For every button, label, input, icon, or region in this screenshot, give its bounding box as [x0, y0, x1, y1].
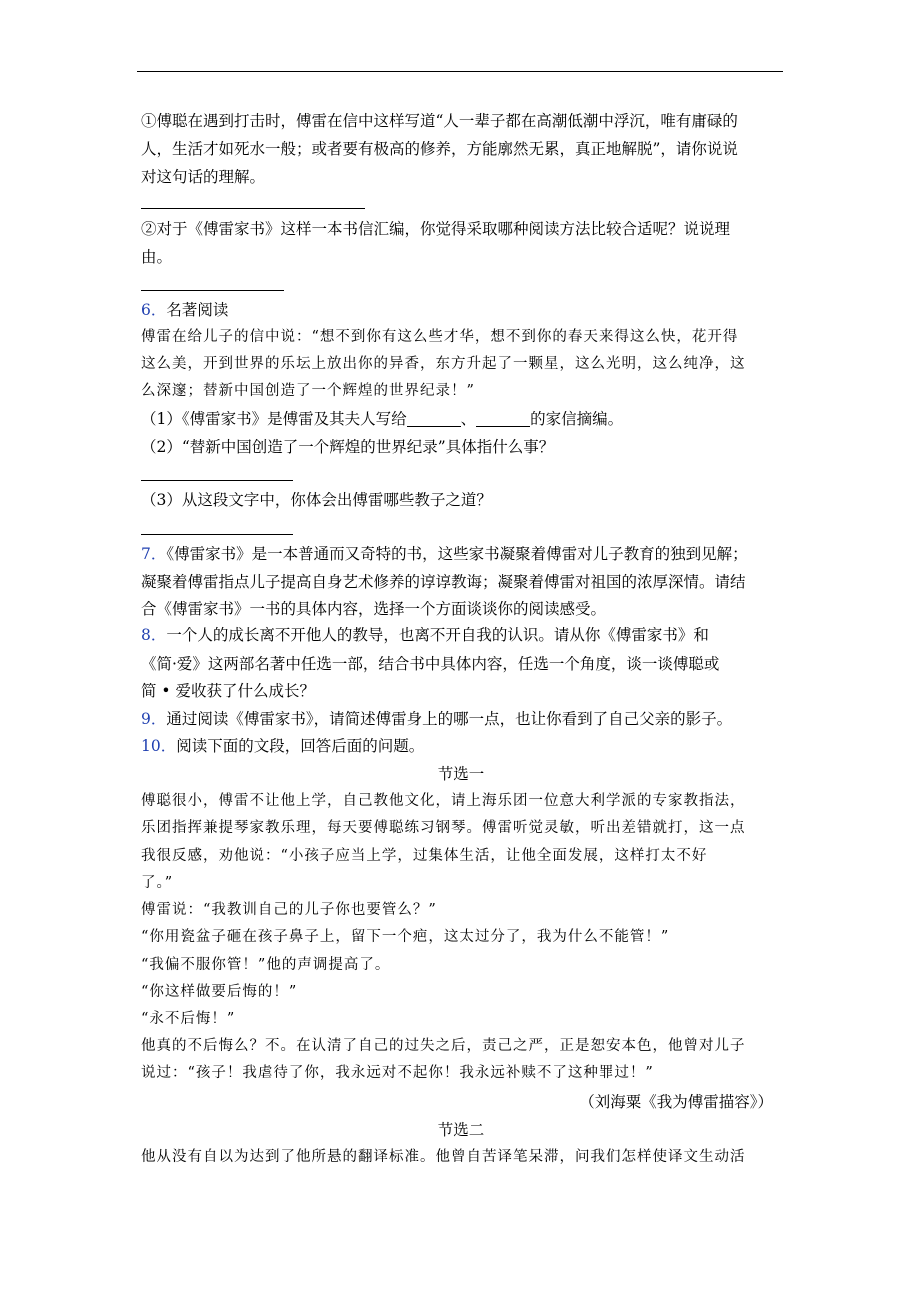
excerpt1-line: 我很反感，劝他说：“小孩子应当上学，过集体生活，让他全面发展，这样打太不好	[141, 848, 708, 864]
q5-sub1-line1: ①傅聪在遇到打击时，傅雷在信中这样写道“人一辈子都在高潮低潮中浮沉，唯有庸碌的	[141, 112, 738, 130]
question-title: 名著阅读	[166, 301, 229, 319]
excerpt1-line: 傅雷说：“我教训自己的儿子你也要管么？”	[141, 902, 437, 918]
q6-quote-line2: 这么美，开到世界的乐坛上放出你的异香，东方升起了一颗星，这么光明，这么纯净，这	[141, 356, 746, 372]
answer-blank-line[interactable]	[141, 290, 284, 291]
excerpt1-line: “我偏不服你管！”他的声调提高了。	[141, 957, 391, 973]
q8-text: 一个人的成长离不开他人的教导，也离不开自我的认识。请从你《傅雷家书》和	[166, 626, 709, 644]
q5-sub1-line2: 人，生活才如死水一般；或者要有极高的修养，方能廓然无累，真正地解脱”，请你说说	[141, 140, 738, 158]
excerpt1-source: （刘海粟《我为傅雷描容》）	[579, 1093, 773, 1111]
q6-part3: （3）从这段文字中，你体会出傅雷哪些教子之道？	[141, 491, 492, 509]
excerpt1-line: “你用瓷盆子砸在孩子鼻子上，留下一个疤，这太过分了，我为什么不能管！”	[141, 929, 670, 945]
q7-line1	[141, 544, 781, 564]
q10-text: 阅读下面的文段，回答后面的问题。	[176, 737, 425, 755]
q9-line	[141, 709, 781, 729]
header-rule	[137, 71, 783, 72]
q5-sub1-line3: 对这句话的理解。	[141, 168, 266, 186]
excerpt1-line: “你这样做要后悔的！”	[141, 984, 298, 1000]
excerpt1-line: 乐团指挥兼提琴家教乐理，每天要傅聪练习钢琴。傅雷听觉灵敏，听出差错就打，这一点	[141, 820, 746, 836]
q5-sub2-line2: 由。	[141, 248, 173, 266]
q7-line2: 凝聚着傅雷指点儿子提高自身艺术修养的谆谆教诲；凝聚着傅雷对祖国的浓厚深情。请结	[141, 573, 746, 591]
question-number: 7．	[141, 545, 167, 563]
question-number: 8．	[141, 626, 167, 644]
fill-blank-2[interactable]	[476, 412, 530, 427]
q7-text: 《傅雷家书》是一本普通而又奇特的书，这些家书凝聚着傅雷对儿子教育的独到见解；	[166, 545, 748, 563]
q9-text: 通过阅读《傅雷家书》，请简述傅雷身上的哪一点，也让你看到了自己父亲的影子。	[166, 710, 733, 728]
excerpt1-line: 傅聪很小，傅雷不让他上学，自己教他文化，请上海乐团一位意大利学派的专家教指法，	[141, 793, 746, 809]
fill-blank-1[interactable]	[407, 412, 461, 427]
excerpt1-line: 他真的不后悔么？不。在认清了自己的过失之后，责己之严，正是恕安本色，他曾对儿子	[141, 1038, 746, 1054]
q6-part1	[141, 409, 781, 429]
answer-blank-line[interactable]	[141, 534, 293, 535]
q6-quote-line3: 么深邃；替新中国创造了一个辉煌的世界纪录！”	[141, 383, 475, 399]
q8-line3: 简 • 爱收获了什么成长？	[141, 682, 315, 700]
q8-line1	[141, 625, 781, 645]
question-number: 9．	[141, 710, 167, 728]
section-title: 节选一	[437, 765, 485, 783]
excerpt2-line: 他从没有自以为达到了他所悬的翻译标准。他曾自苦译笔呆滞，问我们怎样使译文生动活	[141, 1149, 746, 1165]
excerpt1-line: 了。”	[141, 875, 174, 891]
excerpt1-line: 说过：“孩子！我虐待了你，我永远对不起你！我永远补赎不了这种罪过！”	[141, 1065, 654, 1081]
q6-quote-line1: 傅雷在给儿子的信中说：“想不到你有这么些才华，想不到你的春天来得这么快，花开得	[141, 329, 739, 345]
question-number: 6．	[141, 301, 167, 319]
answer-blank-line[interactable]	[141, 480, 293, 481]
excerpt1-line: “永不后悔！”	[141, 1011, 236, 1027]
q6-heading	[141, 300, 781, 320]
q10-line	[141, 736, 781, 756]
q6-part1-text: （1）《傅雷家书》是傅雷及其夫人写给	[141, 410, 407, 428]
q8-line2: 《简·爱》这两部名著中任选一部，结合书中具体内容，任选一个角度，谈一谈傅聪或	[141, 655, 720, 673]
q6-part1-suffix: 的家信摘编。	[530, 410, 624, 428]
q7-line3: 合《傅雷家书》一书的具体内容，选择一个方面谈谈你的阅读感受。	[141, 600, 607, 618]
question-number: 10．	[141, 737, 177, 755]
q5-sub2-line1: ②对于《傅雷家书》这样一本书信汇编，你觉得采取哪种阅读方法比较合适呢？说说理	[141, 220, 731, 238]
q6-part2: （2）“替新中国创造了一个辉煌的世界纪录”具体指什么事？	[141, 438, 555, 456]
q6-part1-separator: 、	[460, 410, 477, 428]
answer-blank-line[interactable]	[141, 208, 365, 209]
section-title: 节选二	[437, 1121, 485, 1139]
